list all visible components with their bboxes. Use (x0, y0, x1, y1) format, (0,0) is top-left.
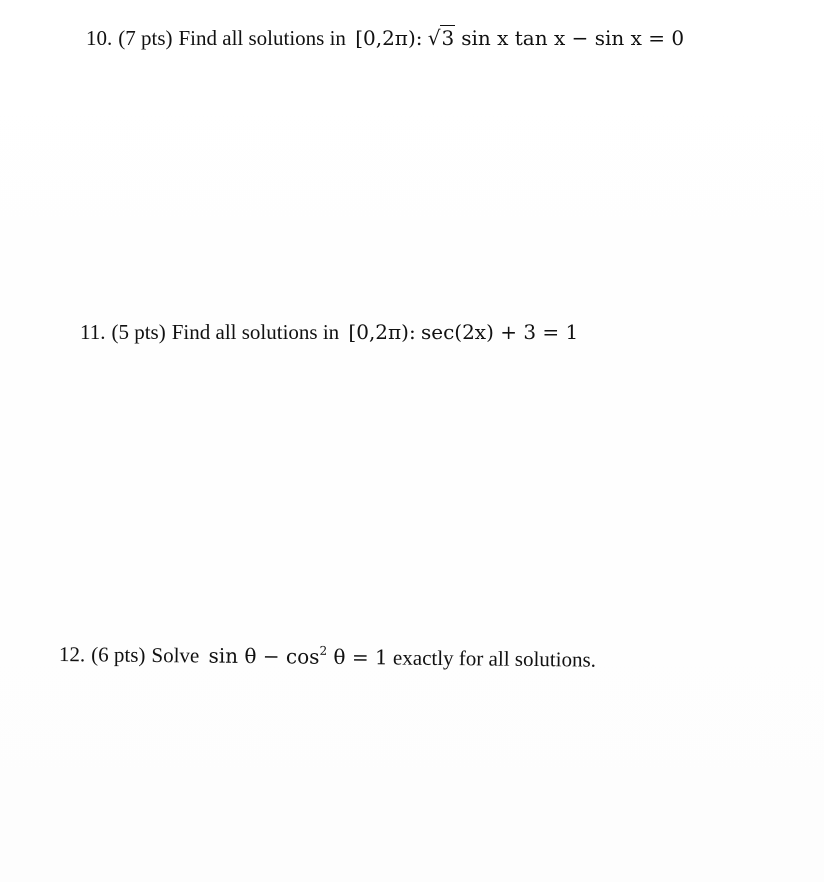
interval: [0,2π): (355, 26, 423, 50)
equation (208, 644, 387, 670)
sqrt-symbol: √ (427, 26, 441, 50)
problem-number: 12. (58, 642, 86, 667)
problem-prompt: Find all solutions in (171, 320, 340, 344)
equation-part-2: θ = 1 (327, 644, 388, 670)
equation (428, 26, 684, 50)
exponent: 2 (319, 643, 328, 658)
problem-points: (5 pts) (111, 320, 166, 344)
equation-rest: sin x tan x − sin x = 0 (461, 26, 685, 50)
interval: [0,2π): (348, 320, 416, 344)
problem-prompt: Solve (151, 642, 200, 668)
problem-points: (7 pts) (118, 26, 173, 50)
sqrt-argument: 3 (441, 26, 455, 50)
equation: sec(2x) + 3 = 1 (420, 320, 579, 344)
equation-part-1: sin θ − cos (208, 643, 320, 669)
problem-suffix: exactly for all solutions. (392, 645, 597, 672)
problem-number: 10. (86, 26, 113, 50)
problem-12 (59, 640, 596, 674)
problem-prompt: Find all solutions in (178, 26, 346, 50)
problem-11 (80, 318, 578, 346)
problem-points: (6 pts) (91, 642, 146, 667)
problem-number: 11. (80, 320, 106, 344)
problem-10 (86, 24, 684, 52)
